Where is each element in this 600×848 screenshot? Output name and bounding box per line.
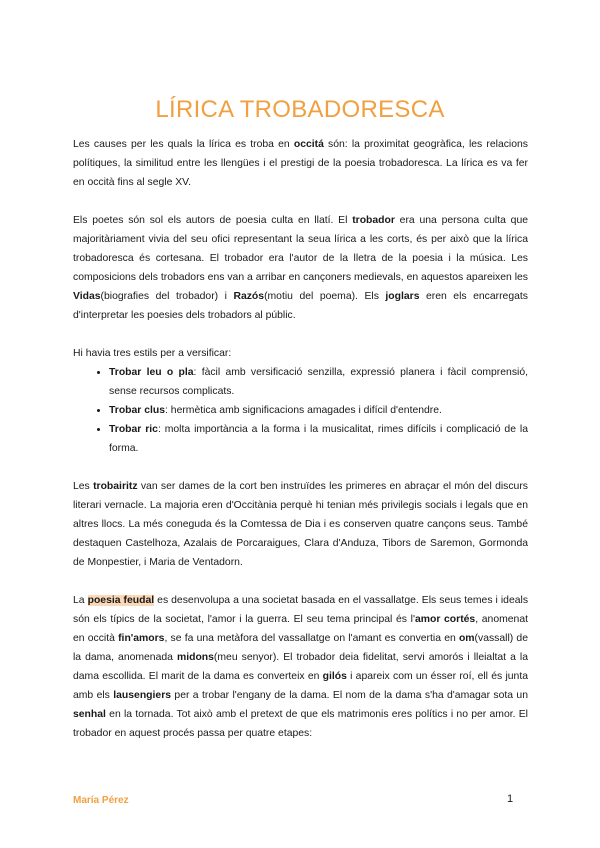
text-run: eren els encarregats d'interpretar les poesies dels trobadors al públic. <box>73 291 528 321</box>
paragraph-trobairitz <box>73 477 528 572</box>
styles-list <box>73 363 528 458</box>
text-run: (vassall) de la dama, anomenada <box>73 633 528 663</box>
text-run: en la tornada. Tot això amb el pretext de que els matrimonis eres polítics i no per amor. El trobador en aquest procés passa per quatre etapes: <box>73 709 528 739</box>
bold-term: fin'amors <box>118 633 165 644</box>
bold-term: trobador <box>352 215 395 226</box>
text-run: Els poetes són sol els autors de poesia culta en llatí. El <box>73 215 353 226</box>
text-run: era una persona culta que majoritàriament vivia del seu ofici representant la seua lírica a les corts, és per això que la lírica trobadoresca és cortesana. El trobador era l'autor de la lletra de la poesia i la música. Les composicions dels trobadors ens van a arribar en cançoners medievals, en aquestos apareixen les <box>73 215 529 283</box>
text-run: i apareix com un ésser roí, ell és junta amb els <box>73 671 528 701</box>
text-run: Les causes per les quals la lírica es troba en <box>73 139 294 150</box>
bold-term: trobairitz <box>93 481 138 492</box>
text-run: (motiu del poema). Els <box>264 291 386 302</box>
text-run: , se fa una metàfora del vassallatge on l'amant es convertia en <box>164 633 459 644</box>
page-title: LÍRICA TROBADORESCA <box>155 96 445 123</box>
text-run: , anomenat en occità <box>73 614 528 644</box>
bold-term: occitá <box>293 139 324 150</box>
text-run: per a trobar l'engany de la dama. El nom de la dama s'ha d'amagar sota un <box>171 690 528 701</box>
bold-term: senhal <box>73 709 106 720</box>
text-run: La <box>73 595 88 606</box>
highlighted-term: poesia feudal <box>87 595 155 606</box>
document-body <box>73 135 528 743</box>
footer-author: María Pérez <box>73 795 129 806</box>
bold-term: joglars <box>385 291 420 302</box>
page-number: 1 <box>507 793 514 805</box>
bold-term: lausengiers <box>113 690 172 701</box>
bold-term: Razós <box>233 291 265 302</box>
list-item <box>109 420 528 458</box>
bold-term: Trobar leu o pla <box>109 367 194 378</box>
text-run: són: la proximitat geogràfica, les relacions polítiques, la similitud entre les llengües i el prestigi de la poesia trobadoresca. La lírica es va fer en occità fins al segle XV. <box>73 139 528 188</box>
bold-term: Trobar ric <box>109 424 158 435</box>
paragraph-trobador <box>73 211 528 325</box>
bold-term: Vidas <box>73 291 101 302</box>
text-run: : fàcil amb versificació senzilla, expressió planera i fàcil comprensió, sense recursos complicats. <box>109 367 528 397</box>
bold-term: amor cortés <box>414 614 476 625</box>
bold-term: gilós <box>322 671 347 682</box>
text-run: Les <box>73 481 94 492</box>
paragraph-styles-intro: Hi havia tres estils per a versificar: <box>73 348 232 359</box>
bold-term: om <box>458 633 475 644</box>
paragraph-poesia-feudal <box>73 591 528 743</box>
text-run: : hermètica amb significacions amagades i difícil d'entendre. <box>165 405 442 416</box>
text-run: van ser dames de la cort ben instruïdes les primeres en abraçar el món del discurs literari vernacle. La majoria eren d'Occitània perquè hi tenian més privilegis socials i legals que en altres llocs. La més coneguda és la Comtessa de Dia i es conserven quatre cançons seus. També destaquen Castelhoza, Azalais de Porcaraigues, Clara d'Anduza, Tibors de Saremon, Gormonda de Monpestier, i Maria de Ventadorn. <box>73 481 528 568</box>
text-run: es desenvolupa a una societat basada en el vassallatge. Els seus temes i ideals són els típics de la societat, l'amor i la guerra. El seu tema principal és l' <box>73 595 529 625</box>
list-item <box>109 363 528 401</box>
text-run: (biografies del trobador) i <box>100 291 234 302</box>
paragraph-causes <box>73 135 528 192</box>
text-run: : molta importància a la forma i la musicalitat, rimes difícils i complicació de la forma. <box>109 424 528 454</box>
bold-term: midons <box>176 652 214 663</box>
bold-term: Trobar clus <box>109 405 166 416</box>
text-run: (meu senyor). El trobador deia fidelitat, servi amorós i lleialtat a la dama escollida. El marit de la dama es converteix en <box>73 652 529 682</box>
list-item <box>109 401 528 420</box>
